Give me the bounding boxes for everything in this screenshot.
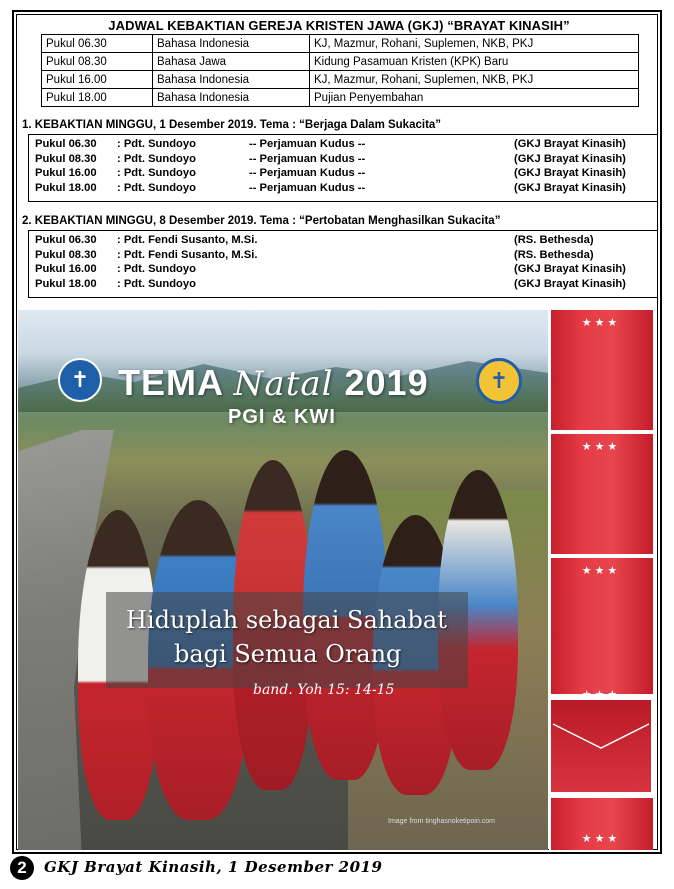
- service-place: (RS. Bethesda): [514, 234, 594, 246]
- service-time: Pukul 16.00: [35, 167, 97, 180]
- service-schedule-table: [41, 34, 639, 107]
- list-item: [29, 278, 657, 293]
- service-place: (GKJ Brayat Kinasih): [514, 277, 626, 290]
- verse-line-2: bagi Semua Orang: [174, 640, 402, 668]
- service-place: (GKJ Brayat Kinasih): [514, 152, 626, 165]
- service-time: Pukul 06.30: [35, 234, 97, 246]
- list-item: [29, 153, 657, 168]
- schedule-book: KJ, Mazmur, Rohani, Suplemen, NKB, PKJ: [310, 71, 639, 89]
- list-item: [29, 167, 657, 182]
- schedule-language: Bahasa Indonesia: [153, 89, 310, 107]
- ribbon-pocket: [549, 698, 653, 794]
- footer-text: GKJ Brayat Kinasih, 1 Desember 2019: [44, 858, 383, 876]
- list-item: [29, 249, 657, 264]
- service-time: Pukul 08.30: [35, 152, 97, 165]
- section1-box: [28, 134, 658, 202]
- poster-natal: Natal: [233, 364, 334, 404]
- service-note: -- Perjamuan Kudus --: [249, 167, 366, 180]
- schedule-book: Pujian Penyembahan: [310, 89, 639, 107]
- section2-box: [28, 230, 658, 298]
- image-credit: Image from tinghasnoketipoin.com: [388, 818, 495, 825]
- section2-title: 2. KEBAKTIAN MINGGU, 8 Desember 2019. Tema : “Pertobatan Menghasilkan Sukacita”: [22, 215, 501, 227]
- service-place: (GKJ Brayat Kinasih): [514, 138, 626, 150]
- page-title: JADWAL KEBAKTIAN GEREJA KRISTEN JAWA (GKJ) “BRAYAT KINASIH”: [108, 18, 570, 33]
- page-frame: [12, 10, 662, 854]
- service-place: (GKJ Brayat Kinasih): [514, 181, 626, 194]
- service-preacher: : Pdt. Fendi Susanto, M.Si.: [117, 248, 258, 261]
- poster-tema: TEMA: [118, 362, 223, 403]
- schedule-time: Pukul 16.00: [42, 71, 153, 89]
- service-time: Pukul 06.30: [35, 138, 97, 150]
- schedule-language: Bahasa Indonesia: [153, 71, 310, 89]
- star-icon: ★★★: [581, 441, 621, 453]
- verse-reference: band. Yoh 15: 14-15: [253, 682, 395, 698]
- service-preacher: : Pdt. Sundoyo: [117, 152, 196, 165]
- list-item: [29, 138, 657, 153]
- list-item: [29, 182, 657, 197]
- poster-org: PGI & KWI: [228, 406, 336, 428]
- service-preacher: : Pdt. Sundoyo: [117, 167, 196, 180]
- table-row: [42, 71, 639, 89]
- table-row: [42, 35, 639, 53]
- schedule-language: Bahasa Indonesia: [153, 35, 310, 53]
- service-preacher: : Pdt. Fendi Susanto, M.Si.: [117, 234, 258, 246]
- list-item: [29, 263, 657, 278]
- service-note: -- Perjamuan Kudus --: [249, 181, 366, 194]
- service-place: (GKJ Brayat Kinasih): [514, 167, 626, 180]
- service-preacher: : Pdt. Sundoyo: [117, 138, 196, 150]
- schedule-time: Pukul 18.00: [42, 89, 153, 107]
- kwi-logo-icon: ✝: [476, 358, 522, 404]
- star-icon: ★★★: [581, 833, 621, 845]
- verse-line-1: Hiduplah sebagai Sahabat: [126, 606, 447, 634]
- service-time: Pukul 08.30: [35, 248, 97, 261]
- star-icon: ★★★: [581, 689, 621, 701]
- section1-title: 1. KEBAKTIAN MINGGU, 1 Desember 2019. Tema : “Berjaga Dalam Sukacita”: [22, 119, 442, 131]
- table-row: [42, 53, 639, 71]
- table-row: [42, 89, 639, 107]
- poster-year: 2019: [344, 362, 429, 403]
- service-preacher: : Pdt. Sundoyo: [117, 263, 196, 276]
- service-note: -- Perjamuan Kudus --: [249, 152, 366, 165]
- pgi-logo-icon: ✝: [58, 358, 102, 402]
- service-note: -- Perjamuan Kudus --: [249, 138, 366, 150]
- page-number: 2: [10, 856, 34, 880]
- star-icon: ★★★: [581, 317, 621, 329]
- ribbon-fold-icon: [551, 700, 651, 792]
- service-preacher: : Pdt. Sundoyo: [117, 181, 196, 194]
- schedule-book: KJ, Mazmur, Rohani, Suplemen, NKB, PKJ: [310, 35, 639, 53]
- schedule-book: Kidung Pasamuan Kristen (KPK) Baru: [310, 53, 639, 71]
- service-preacher: : Pdt. Sundoyo: [117, 277, 196, 290]
- christmas-theme-poster: [18, 310, 548, 850]
- service-place: (GKJ Brayat Kinasih): [514, 263, 626, 276]
- poster-title: [118, 362, 429, 404]
- service-time: Pukul 16.00: [35, 263, 97, 276]
- red-ribbon-decoration: [549, 310, 657, 850]
- schedule-language: Bahasa Jawa: [153, 53, 310, 71]
- service-time: Pukul 18.00: [35, 181, 97, 194]
- ribbon-segment: [549, 558, 653, 694]
- service-time: Pukul 18.00: [35, 277, 97, 290]
- schedule-time: Pukul 06.30: [42, 35, 153, 53]
- schedule-time: Pukul 08.30: [42, 53, 153, 71]
- list-item: [29, 234, 657, 249]
- star-icon: ★★★: [581, 565, 621, 577]
- service-place: (RS. Bethesda): [514, 248, 594, 261]
